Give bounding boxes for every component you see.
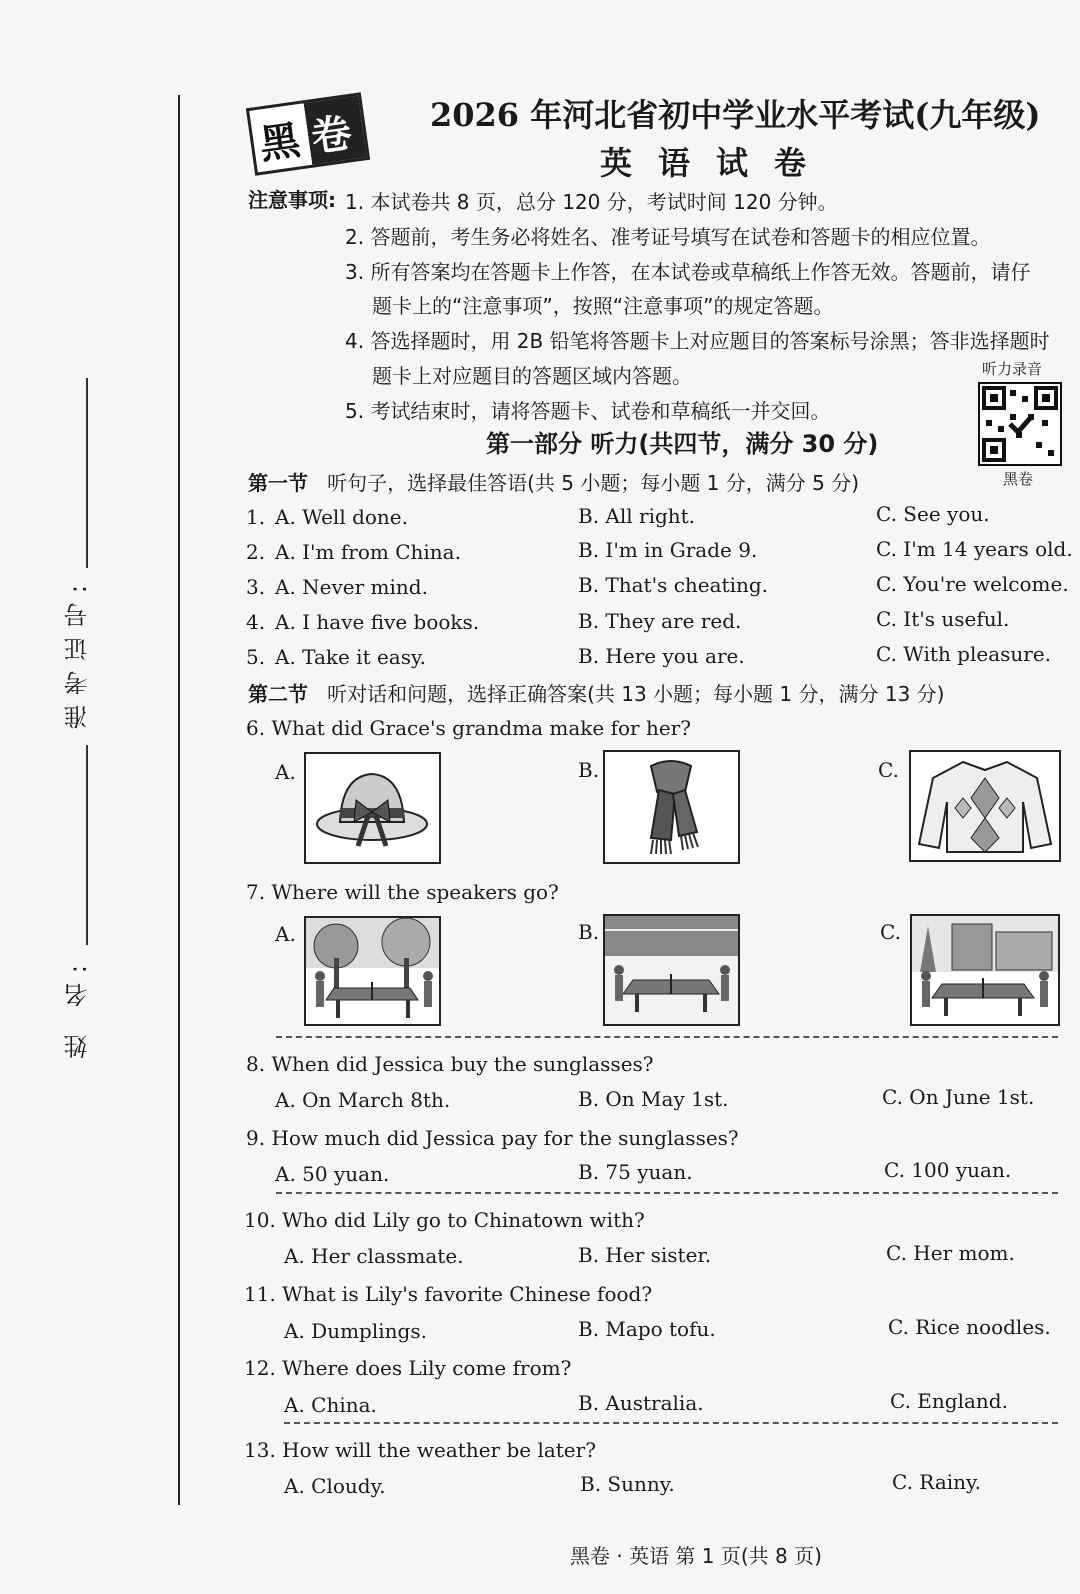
option-a-label: A. <box>275 760 296 784</box>
question-10: 10. Who did Lily go to Chinatown with? <box>244 1208 645 1232</box>
option-c: C. With pleasure. <box>876 642 1052 666</box>
option-c-label: C. <box>878 758 899 782</box>
name-write-line <box>86 745 88 945</box>
note-line: 2. 答题前，考生务必将姓名、准考证号填写在试卷和答题卡的相应位置。 <box>345 225 991 249</box>
section-2-title: 第二节 听对话和问题，选择正确答案(共 13 小题；每小题 1 分，满分 13 分) <box>248 682 945 706</box>
option-a: A. On March 8th. <box>275 1088 451 1112</box>
option-a-label: A. <box>275 922 296 946</box>
option-a: A. Her classmate. <box>284 1244 464 1268</box>
question-11: 11. What is Lily's favorite Chinese food? <box>244 1282 653 1306</box>
question-13: 13. How will the weather be later? <box>244 1438 596 1462</box>
note-line: 3. 所有答案均在答题卡上作答，在本试卷或草稿纸上作答无效。答题前，请仔 <box>345 260 1031 284</box>
option-b: B. Sunny. <box>580 1472 675 1496</box>
dashed-divider <box>284 1422 1058 1424</box>
question-8: 8. When did Jessica buy the sunglasses? <box>246 1052 654 1076</box>
option-b: B. I'm in Grade 9. <box>578 538 758 562</box>
black-paper-stamp-logo: 黑 卷 <box>246 92 370 175</box>
option-c: C. Rice noodles. <box>888 1315 1051 1339</box>
question-number: 2. <box>246 540 266 564</box>
note-line: 4. 答选择题时，用 2B 铅笔将答题卡上对应题目的答案标号涂黑；答非选择题时 <box>345 329 1050 353</box>
question-7: 7. Where will the speakers go? <box>246 880 559 904</box>
section-1-title: 第一节 听句子，选择最佳答语(共 5 小题；每小题 1 分，满分 5 分) <box>248 471 860 495</box>
gym-ping-pong-picture <box>603 914 740 1026</box>
sweater-picture <box>909 750 1061 862</box>
school-ping-pong-picture <box>910 914 1060 1026</box>
option-b: B. Here you are. <box>578 644 745 668</box>
option-c: C. England. <box>890 1389 1008 1413</box>
qr-caption: 黑卷 <box>1003 470 1034 488</box>
option-a: A. Take it easy. <box>275 645 426 669</box>
note-line: 题卡上的“注意事项”，按照“注意事项”的规定答题。 <box>372 294 834 318</box>
option-c-label: C. <box>880 920 901 944</box>
dashed-divider <box>276 1192 1058 1194</box>
scarf-picture <box>603 750 740 864</box>
part-title: 第一部分 听力(共四节，满分 30 分) <box>486 430 879 458</box>
option-b: B. That's cheating. <box>578 573 769 597</box>
qr-code-icon[interactable] <box>978 382 1062 466</box>
name-label: 姓 名: <box>64 955 92 1059</box>
option-b-label: B. <box>578 920 600 944</box>
question-12: 12. Where does Lily come from? <box>244 1356 572 1380</box>
option-b: B. Mapo tofu. <box>578 1317 716 1341</box>
page-footer: 黑卷 · 英语 第 1 页(共 8 页) <box>570 1544 822 1568</box>
question-number: 1. <box>246 505 266 529</box>
park-ping-pong-picture <box>304 916 441 1026</box>
option-c: C. It's useful. <box>876 607 1010 631</box>
option-b-label: B. <box>578 758 600 782</box>
option-a: A. Dumplings. <box>284 1319 427 1343</box>
question-9: 9. How much did Jessica pay for the sunglasses? <box>246 1126 739 1150</box>
option-b: B. All right. <box>578 504 696 528</box>
binding-line <box>178 95 180 1505</box>
note-line: 题卡上对应题目的答题区域内答题。 <box>372 364 692 388</box>
option-b: B. Australia. <box>578 1391 704 1415</box>
question-number: 4. <box>246 610 266 634</box>
option-c: C. You're welcome. <box>876 572 1069 596</box>
option-c: C. 100 yuan. <box>884 1158 1012 1182</box>
option-c: C. See you. <box>876 502 990 526</box>
option-b: B. On May 1st. <box>578 1087 729 1111</box>
dashed-divider <box>276 1036 1058 1038</box>
option-b: B. Her sister. <box>578 1243 712 1267</box>
exam-id-write-line <box>86 378 88 568</box>
qr-label: 听力录音 <box>982 360 1043 378</box>
exam-id-label: 准考证号: <box>64 575 92 730</box>
exam-title: 2026 年河北省初中学业水平考试(九年级) <box>430 96 1041 134</box>
option-a: A. Cloudy. <box>284 1474 386 1498</box>
notes-label: 注意事项: <box>248 188 336 212</box>
note-line: 1. 本试卷共 8 页，总分 120 分，考试时间 120 分钟。 <box>345 190 838 214</box>
option-a: A. Well done. <box>275 505 408 529</box>
option-c: C. On June 1st. <box>882 1085 1035 1109</box>
option-a: A. 50 yuan. <box>275 1162 390 1186</box>
note-line: 5. 考试结束时，请将答题卡、试卷和草稿纸一并交回。 <box>345 399 831 423</box>
option-b: B. 75 yuan. <box>578 1160 693 1184</box>
exam-subtitle: 英语试卷 <box>600 144 833 182</box>
option-a: A. Never mind. <box>275 575 428 599</box>
option-c: C. Rainy. <box>892 1470 982 1494</box>
option-a: A. I have five books. <box>275 610 480 634</box>
question-number: 3. <box>246 575 266 599</box>
option-c: C. Her mom. <box>886 1241 1015 1265</box>
option-b: B. They are red. <box>578 609 742 633</box>
option-c: C. I'm 14 years old. <box>876 537 1073 561</box>
hat-picture <box>304 752 441 864</box>
option-a: A. China. <box>284 1393 377 1417</box>
question-6: 6. What did Grace's grandma make for her? <box>246 716 691 740</box>
option-a: A. I'm from China. <box>275 540 461 564</box>
question-number: 5. <box>246 645 266 669</box>
